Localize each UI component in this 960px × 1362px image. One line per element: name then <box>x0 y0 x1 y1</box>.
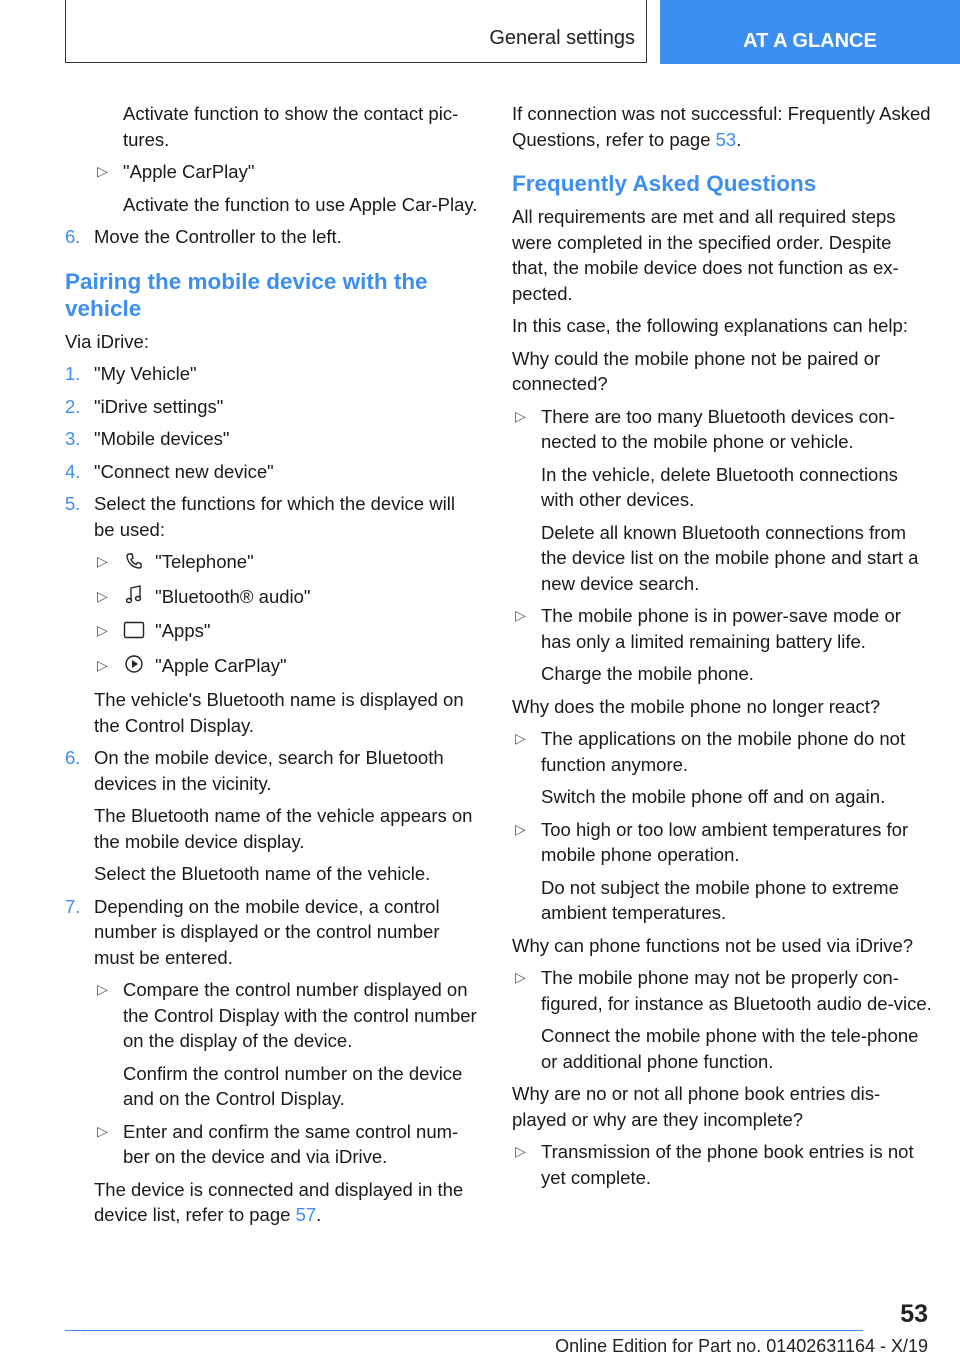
triangle-bullet-icon: ▷ <box>515 730 526 746</box>
apps-icon <box>123 620 145 646</box>
q2-bullet-apps <box>512 726 932 777</box>
fail-text: If connection was not successful: Frequently Asked Questions, refer to page <box>512 103 931 150</box>
faq-question-3: Why can phone functions not be used via iDrive? <box>512 934 914 956</box>
triangle-bullet-icon: ▷ <box>515 1143 526 1159</box>
step-number: 6. <box>65 226 81 247</box>
q1-bullet-power-save <box>512 603 932 654</box>
step-number: 6. <box>65 747 81 768</box>
step-number: 5. <box>65 493 81 514</box>
step-number: 7. <box>65 895 81 917</box>
fail-period: . <box>736 128 742 150</box>
step-number: 1. <box>65 363 81 384</box>
step6-note-b: Select the Bluetooth name of the vehicle. <box>94 863 431 884</box>
page-link-57[interactable]: 57 <box>295 1204 317 1225</box>
step-text: On the mobile device, search for Bluetooth devices in the vicinity. <box>94 747 444 794</box>
heading-pairing: Pairing the mobile device with the vehicle <box>65 268 428 321</box>
triangle-bullet-icon: ▷ <box>97 587 108 604</box>
page-link-53[interactable]: 53 <box>715 128 737 150</box>
via-idrive: Via iDrive: <box>65 330 149 352</box>
step-1 <box>65 361 480 387</box>
bullet-text: Enter and confirm the same control num-ber on the device and via iDrive. <box>123 1120 459 1167</box>
left-column <box>65 101 480 1235</box>
step-text: "Connect new device" <box>94 460 274 482</box>
step-text: Select the functions for which the device will be used: <box>94 493 455 540</box>
step-text: "Mobile devices" <box>94 428 230 449</box>
q4-bullet-transmission <box>512 1139 932 1190</box>
contact-pictures-desc: Activate function to show the contact pic-tures. <box>123 103 459 150</box>
q2-note-switch: Switch the mobile phone off and on again. <box>541 786 886 807</box>
triangle-bullet-icon: ▷ <box>97 163 108 179</box>
right-column <box>512 101 932 1197</box>
bullet-text: The applications on the mobile phone do not function anymore. <box>541 728 906 775</box>
q1-note-a: In the vehicle, delete Bluetooth connections with other devices. <box>541 463 898 510</box>
bullet-text: Compare the control number displayed on the Control Display with the control number on the display of the device. <box>123 979 477 1051</box>
connected-period: . <box>316 1204 322 1225</box>
faq-question-1: Why could the mobile phone not be paired or connected? <box>512 347 881 394</box>
music-note-icon <box>123 585 145 612</box>
bullet-text: The mobile phone may not be properly con-figured, for instance as Bluetooth audio de-vice. <box>541 967 932 1014</box>
triangle-bullet-icon: ▷ <box>97 656 108 673</box>
chapter-title: AT A GLANCE <box>743 30 877 52</box>
step-text: "My Vehicle" <box>94 363 197 384</box>
step-2 <box>65 394 480 420</box>
connected-text: The device is connected and displayed in the device list, refer to page <box>94 1178 464 1225</box>
triangle-bullet-icon: ▷ <box>515 607 526 623</box>
connected-desc <box>94 1177 480 1228</box>
faq-intro: All requirements are met and all required steps were completed in the specified order. Despite that, the mobile device does not function as ex-pected. <box>512 206 899 304</box>
step-text: "iDrive settings" <box>94 395 224 417</box>
bullet-apple-carplay <box>94 159 480 185</box>
step-3 <box>65 426 480 452</box>
function-label: "Bluetooth® audio" <box>155 585 311 607</box>
triangle-bullet-icon: ▷ <box>515 969 526 985</box>
step-7 <box>65 894 480 971</box>
step-text: Depending on the mobile device, a control number is displayed or the control number must be entered. <box>94 895 440 968</box>
carplay-desc: Activate the function to use Apple Car-Play. <box>123 193 478 215</box>
function-apple-carplay <box>94 653 480 681</box>
phone-icon <box>123 551 145 577</box>
step-text: Move the Controller to the left. <box>94 226 342 247</box>
step-number: 4. <box>65 460 81 482</box>
step-4 <box>65 459 480 485</box>
q1-bullet-too-many <box>512 404 932 455</box>
bullet-text: Transmission of the phone book entries is not yet complete. <box>541 1141 914 1188</box>
faq-question-2: Why does the mobile phone no longer react? <box>512 695 881 717</box>
function-label: "Telephone" <box>155 551 254 572</box>
triangle-bullet-icon: ▷ <box>97 622 108 638</box>
step-number: 3. <box>65 428 81 449</box>
step6-note-a: The Bluetooth name of the vehicle appears on the mobile device display. <box>94 805 473 852</box>
q1-note-b: Delete all known Bluetooth connections from the device list on the mobile phone and start a new device search. <box>541 521 919 594</box>
step7-confirm-desc: Confirm the control number on the device and on the Control Display. <box>123 1062 463 1109</box>
heading-faq: Frequently Asked Questions <box>512 171 817 196</box>
bullet-text: "Apple CarPlay" <box>123 161 255 182</box>
triangle-bullet-icon: ▷ <box>515 407 526 424</box>
step-5 <box>65 491 480 542</box>
footer-divider <box>65 1330 863 1331</box>
q2-note-extreme: Do not subject the mobile phone to extreme ambient temperatures. <box>541 876 899 923</box>
function-bluetooth-audio <box>94 584 480 612</box>
step7-bullet-enter <box>94 1119 480 1170</box>
step-number: 2. <box>65 395 81 417</box>
bullet-text: Too high or too low ambient temperatures for mobile phone operation. <box>541 818 909 865</box>
q2-bullet-temperature <box>512 817 932 868</box>
function-label: "Apps" <box>155 620 211 641</box>
bullet-text: There are too many Bluetooth devices con-nected to the mobile phone or vehicle. <box>541 405 895 452</box>
page-number: 53 <box>900 1300 928 1328</box>
bt-name-desc: The vehicle's Bluetooth name is displayed on the Control Display. <box>94 689 464 736</box>
faq-help: In this case, the following explanations can help: <box>512 315 908 336</box>
section-title: General settings <box>489 27 635 49</box>
step7-bullet-compare <box>94 977 480 1054</box>
faq-question-4: Why are no or not all phone book entries dis-played or why are they incomplete? <box>512 1083 881 1130</box>
triangle-bullet-icon: ▷ <box>515 820 526 837</box>
triangle-bullet-icon: ▷ <box>97 981 108 997</box>
bullet-text: The mobile phone is in power-save mode or has only a limited remaining battery life. <box>541 605 901 652</box>
function-label: "Apple CarPlay" <box>155 654 287 676</box>
function-apps <box>94 618 480 646</box>
step-6 <box>65 224 480 250</box>
q1-note-charge: Charge the mobile phone. <box>541 663 754 684</box>
function-telephone <box>94 549 480 577</box>
q3-bullet-configured <box>512 965 932 1016</box>
connection-fail-desc <box>512 101 932 152</box>
edition-note: Online Edition for Part no. 01402631164 - X/19 <box>555 1336 928 1356</box>
q3-note-connect: Connect the mobile phone with the tele-phone or additional phone function. <box>541 1025 919 1072</box>
triangle-bullet-icon: ▷ <box>97 1122 108 1139</box>
chapter-tab <box>660 0 960 64</box>
step-6-search <box>65 745 480 796</box>
carplay-icon <box>123 654 145 681</box>
triangle-bullet-icon: ▷ <box>97 553 108 569</box>
